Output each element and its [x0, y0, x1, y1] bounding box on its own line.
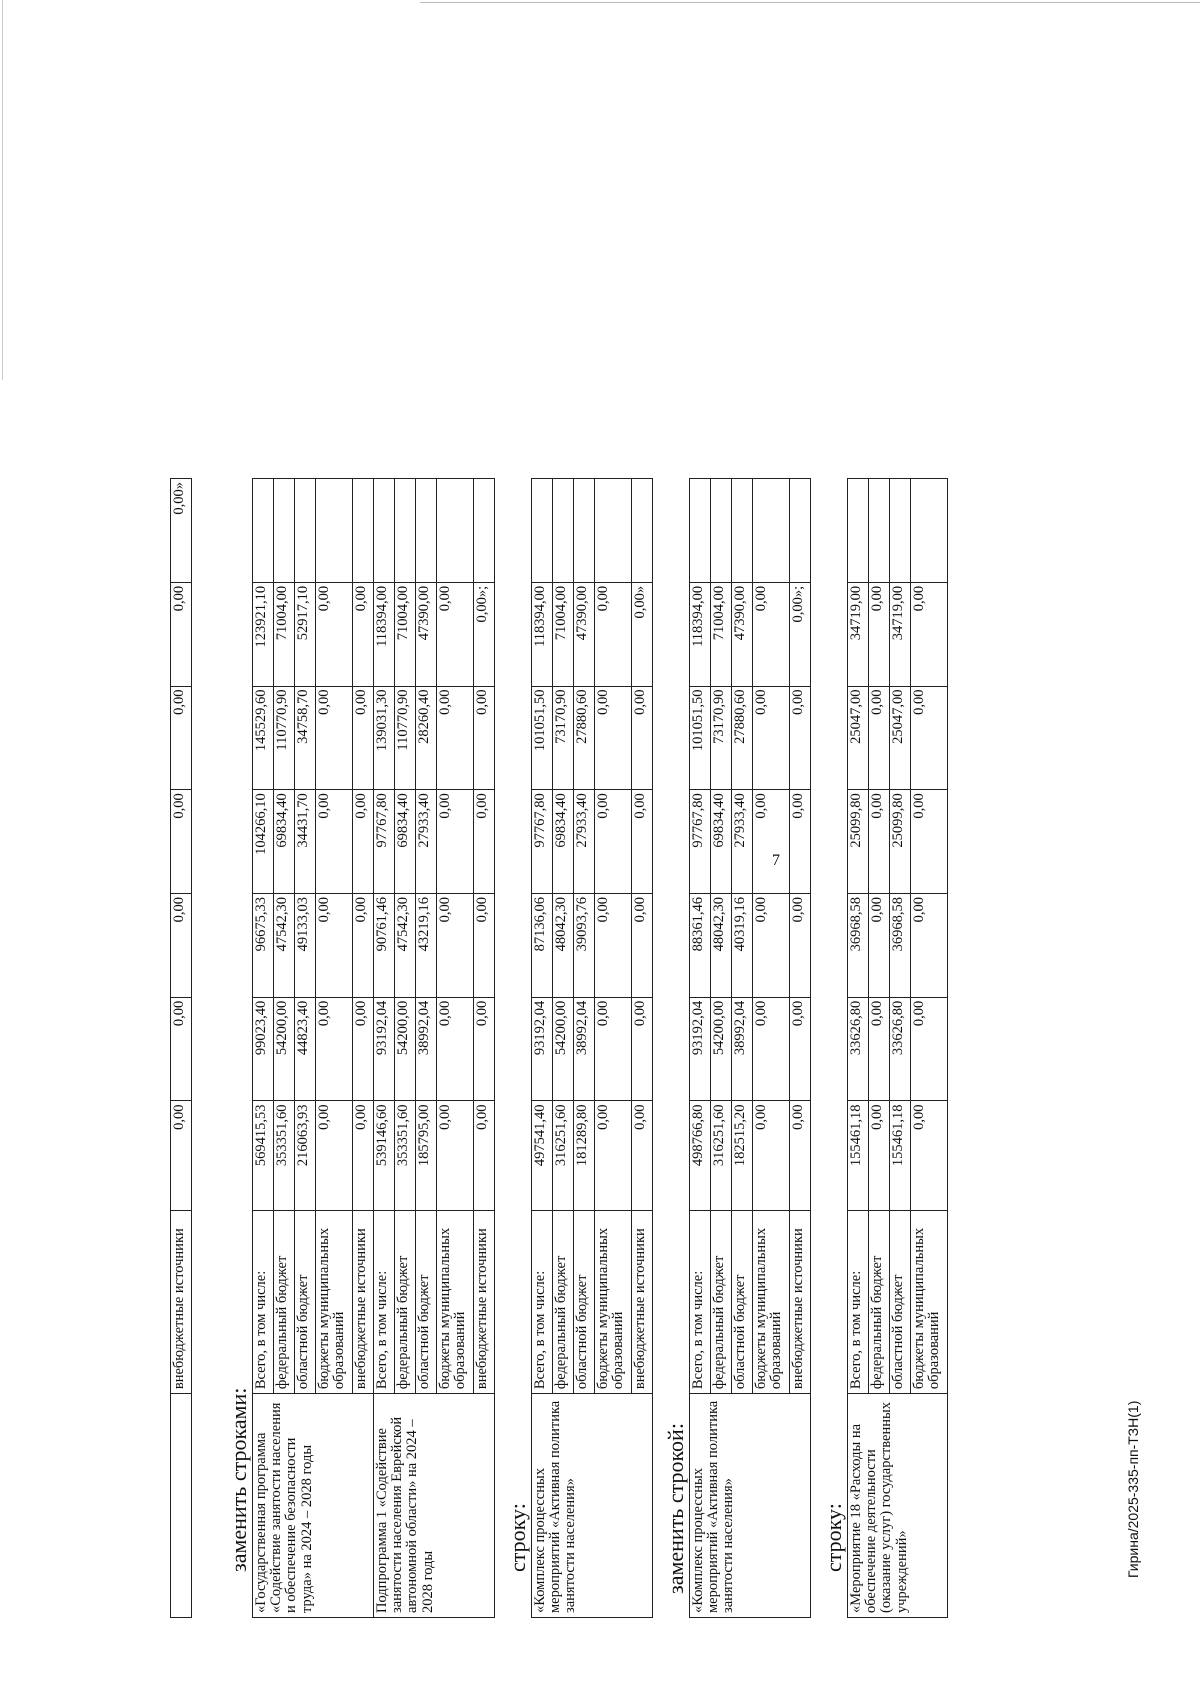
value-cell: 101051,50 — [690, 686, 711, 790]
value-cell: 69834,40 — [711, 790, 732, 894]
top-table-grid — [170, 478, 192, 1618]
value-cell: 0,00 — [171, 790, 192, 894]
empty-cell — [295, 479, 316, 583]
value-cell: 44823,40 — [295, 997, 316, 1101]
value-cell: 118394,00 — [374, 582, 395, 686]
row-label: внебюджетные источники — [790, 1210, 811, 1393]
value-cell: 0,00 — [753, 894, 790, 998]
value-cell: 145529,60 — [253, 686, 274, 790]
value-cell: 0,00»; — [790, 582, 811, 686]
table-row — [690, 479, 711, 1618]
value-cell: 0,00 — [790, 686, 811, 790]
value-cell: 0,00 — [437, 997, 474, 1101]
value-cell: 71004,00 — [553, 582, 574, 686]
value-cell: 27880,60 — [574, 686, 595, 790]
value-cell: 0,00 — [632, 686, 653, 790]
block-name: «Государственная программа «Содействие занятости населения и обеспечение безопасности труда» на 2024 – 2028 годы — [253, 1394, 374, 1618]
row-label: областной бюджет — [416, 1210, 437, 1393]
row-label: бюджеты муниципальных образований — [595, 1210, 632, 1393]
empty-cell — [437, 479, 474, 583]
value-cell: 0,00 — [474, 686, 495, 790]
empty-cell — [690, 479, 711, 583]
value-cell: 54200,00 — [395, 997, 416, 1101]
row-name-cell — [171, 1394, 192, 1618]
value-cell: 110770,90 — [395, 686, 416, 790]
table-row — [848, 479, 869, 1618]
value-cell: 97767,80 — [690, 790, 711, 894]
section-heading — [495, 138, 531, 1618]
value-cell: 0,00 — [632, 790, 653, 894]
value-cell: 0,00 — [595, 582, 632, 686]
value-cell: 104266,10 — [253, 790, 274, 894]
value-cell: 40319,16 — [732, 894, 753, 998]
empty-cell — [253, 479, 274, 583]
value-cell: 36968,58 — [848, 894, 869, 998]
value-cell: 48042,30 — [553, 894, 574, 998]
sections-container — [192, 138, 948, 1618]
value-cell: 539146,60 — [374, 1101, 395, 1210]
value-cell: 0,00 — [171, 1101, 192, 1210]
block-name: «Мероприятие 18 «Расходы на обеспечение деятельности (оказание услуг) государственных учреждений» — [848, 1394, 948, 1618]
table-row — [532, 479, 553, 1618]
section-heading-text: заменить строкой: — [663, 1423, 688, 1594]
value-cell: 28260,40 — [416, 686, 437, 790]
empty-cell — [553, 479, 574, 583]
empty-cell — [316, 479, 353, 583]
value-cell: 93192,04 — [374, 997, 395, 1101]
value-cell: 182515,20 — [732, 1101, 753, 1210]
value-cell: 0,00 — [595, 686, 632, 790]
value-cell: 123921,10 — [253, 582, 274, 686]
value-cell: 0,00 — [171, 686, 192, 790]
row-label: федеральный бюджет — [274, 1210, 295, 1393]
value-cell: 0,00 — [437, 686, 474, 790]
empty-cell — [911, 479, 948, 583]
value-cell: 101051,50 — [532, 686, 553, 790]
value-cell: 0,00 — [595, 1101, 632, 1210]
row-label: областной бюджет — [295, 1210, 316, 1393]
value-cell: 0,00 — [790, 1101, 811, 1210]
value-cell: 0,00 — [753, 997, 790, 1101]
value-cell: 0,00»; — [474, 582, 495, 686]
value-cell: 27933,40 — [574, 790, 595, 894]
value-cell: 0,00 — [353, 1101, 374, 1210]
value-cell: 185795,00 — [416, 1101, 437, 1210]
value-cell: 90761,46 — [374, 894, 395, 998]
value-cell: 48042,30 — [711, 894, 732, 998]
table-row — [253, 479, 274, 1618]
value-cell: 73170,90 — [553, 686, 574, 790]
row-label: федеральный бюджет — [869, 1210, 890, 1393]
value-cell: 0,00 — [171, 894, 192, 998]
value-cell: 54200,00 — [274, 997, 295, 1101]
empty-cell — [353, 479, 374, 583]
value-cell: 54200,00 — [711, 997, 732, 1101]
value-cell: 0,00 — [869, 582, 890, 686]
section-table — [847, 478, 948, 1618]
value-cell: 0,00 — [753, 582, 790, 686]
value-cell: 0,00 — [316, 790, 353, 894]
value-cell: 0,00 — [353, 582, 374, 686]
section-heading-text: строку: — [821, 1503, 846, 1572]
value-cell: 49133,03 — [295, 894, 316, 998]
value-cell: 0,00 — [474, 894, 495, 998]
row-label: федеральный бюджет — [711, 1210, 732, 1393]
value-cell: 0,00 — [911, 582, 948, 686]
value-cell: 0,00 — [753, 790, 790, 894]
empty-cell — [732, 479, 753, 583]
value-cell: 498766,80 — [690, 1101, 711, 1210]
value-cell: 216063,93 — [295, 1101, 316, 1210]
value-cell: 88361,46 — [690, 894, 711, 998]
value-cell: 0,00 — [632, 894, 653, 998]
value-cell: 39093,76 — [574, 894, 595, 998]
value-cell: 0,00 — [911, 1101, 948, 1210]
value-cell: 0,00 — [753, 686, 790, 790]
row-label: федеральный бюджет — [553, 1210, 574, 1393]
value-cell: 316251,60 — [711, 1101, 732, 1210]
value-cell: 99023,40 — [253, 997, 274, 1101]
value-cell: 93192,04 — [532, 997, 553, 1101]
value-cell: 47390,00 — [732, 582, 753, 686]
value-cell: 139031,30 — [374, 686, 395, 790]
value-cell: 96675,33 — [253, 894, 274, 998]
value-cell: 0,00 — [353, 686, 374, 790]
value-cell: 0,00 — [911, 997, 948, 1101]
value-cell: 0,00 — [437, 894, 474, 998]
value-cell: 47542,30 — [274, 894, 295, 998]
block-name: «Комплекс процессных мероприятий «Активная политика занятости населения» — [690, 1394, 811, 1618]
row-label: областной бюджет — [890, 1210, 911, 1393]
value-cell: 0,00 — [437, 582, 474, 686]
value-cell: 0,00 — [353, 997, 374, 1101]
row-label: Всего, в том числе: — [690, 1210, 711, 1393]
value-cell: 73170,90 — [711, 686, 732, 790]
value-cell: 0,00 — [353, 894, 374, 998]
empty-cell — [416, 479, 437, 583]
block-name: Подпрограмма 1 «Содействие занятости населения Еврейской автономной области» на 2024 – 2028 годы — [374, 1394, 495, 1618]
row-label: бюджеты муниципальных образований — [316, 1210, 353, 1393]
empty-cell — [574, 479, 595, 583]
value-cell: 47390,00 — [574, 582, 595, 686]
value-cell: 25047,00 — [890, 686, 911, 790]
value-cell: 71004,00 — [395, 582, 416, 686]
value-cell: 0,00 — [474, 790, 495, 894]
value-cell: 34431,70 — [295, 790, 316, 894]
row-label: федеральный бюджет — [395, 1210, 416, 1393]
row-label: внебюджетные источники — [353, 1210, 374, 1393]
value-cell: 69834,40 — [395, 790, 416, 894]
value-cell: 0,00 — [171, 997, 192, 1101]
value-cell: 316251,60 — [553, 1101, 574, 1210]
value-cell: 71004,00 — [711, 582, 732, 686]
empty-cell — [374, 479, 395, 583]
row-label: областной бюджет — [574, 1210, 595, 1393]
value-cell: 25099,80 — [890, 790, 911, 894]
value-cell: 69834,40 — [274, 790, 295, 894]
value-cell: 38992,04 — [732, 997, 753, 1101]
value-cell: 0,00 — [437, 1101, 474, 1210]
row-label: бюджеты муниципальных образований — [753, 1210, 790, 1393]
value-cell: 34758,70 — [295, 686, 316, 790]
value-cell: 0,00 — [790, 894, 811, 998]
value-cell: 353351,60 — [395, 1101, 416, 1210]
value-cell: 0,00» — [171, 479, 192, 583]
section-heading — [653, 138, 689, 1618]
value-cell: 69834,40 — [553, 790, 574, 894]
value-cell: 0,00 — [790, 790, 811, 894]
value-cell: 38992,04 — [574, 997, 595, 1101]
value-cell: 0,00 — [911, 686, 948, 790]
row-label: бюджеты муниципальных образований — [437, 1210, 474, 1393]
value-cell: 0,00 — [595, 894, 632, 998]
empty-cell — [474, 479, 495, 583]
scan-edge-top — [420, 2, 1200, 3]
value-cell: 0,00 — [869, 790, 890, 894]
table-row — [171, 479, 192, 1618]
value-cell: 97767,80 — [374, 790, 395, 894]
block-name: «Комплекс процессных мероприятий «Активная политика занятости населения» — [532, 1394, 653, 1618]
value-cell: 87136,06 — [532, 894, 553, 998]
empty-cell — [711, 479, 732, 583]
value-cell: 27933,40 — [732, 790, 753, 894]
footer-code: Гирина/2025-335-пп-ТЗН(1) — [1125, 1400, 1141, 1578]
value-cell: 54200,00 — [553, 997, 574, 1101]
value-cell: 0,00 — [316, 1101, 353, 1210]
empty-cell — [848, 479, 869, 583]
value-cell: 0,00» — [632, 582, 653, 686]
empty-cell — [890, 479, 911, 583]
value-cell: 47542,30 — [395, 894, 416, 998]
value-cell: 27880,60 — [732, 686, 753, 790]
scan-edge-left — [2, 0, 3, 380]
value-cell: 38992,04 — [416, 997, 437, 1101]
value-cell: 0,00 — [911, 790, 948, 894]
value-cell: 34719,00 — [848, 582, 869, 686]
value-cell: 0,00 — [171, 582, 192, 686]
row-label: бюджеты муниципальных образований — [911, 1210, 948, 1393]
empty-cell — [395, 479, 416, 583]
value-cell: 27933,40 — [416, 790, 437, 894]
value-cell: 25099,80 — [848, 790, 869, 894]
row-label: Всего, в том числе: — [848, 1210, 869, 1393]
value-cell: 0,00 — [316, 686, 353, 790]
value-cell: 110770,90 — [274, 686, 295, 790]
value-cell: 155461,18 — [848, 1101, 869, 1210]
value-cell: 0,00 — [316, 582, 353, 686]
value-cell: 0,00 — [632, 997, 653, 1101]
value-cell: 118394,00 — [532, 582, 553, 686]
value-cell: 0,00 — [632, 1101, 653, 1210]
section-heading-text: строку: — [505, 1503, 530, 1572]
value-cell: 0,00 — [753, 1101, 790, 1210]
empty-cell — [595, 479, 632, 583]
value-cell: 52917,10 — [295, 582, 316, 686]
value-cell: 43219,16 — [416, 894, 437, 998]
empty-cell — [274, 479, 295, 583]
row-label: областной бюджет — [732, 1210, 753, 1393]
page-number: 7 — [772, 852, 780, 869]
value-cell: 33626,80 — [890, 997, 911, 1101]
value-cell: 47390,00 — [416, 582, 437, 686]
value-cell: 155461,18 — [890, 1101, 911, 1210]
value-cell: 0,00 — [869, 686, 890, 790]
value-cell: 0,00 — [595, 790, 632, 894]
value-cell: 0,00 — [316, 997, 353, 1101]
empty-cell — [753, 479, 790, 583]
section-table — [252, 478, 495, 1618]
value-cell: 118394,00 — [690, 582, 711, 686]
rotated-page-content — [170, 138, 1070, 1618]
value-cell: 0,00 — [790, 997, 811, 1101]
section-table — [531, 478, 653, 1618]
value-cell: 71004,00 — [274, 582, 295, 686]
value-cell: 0,00 — [474, 997, 495, 1101]
row-label: внебюджетные источники — [474, 1210, 495, 1393]
empty-cell — [532, 479, 553, 583]
empty-cell — [632, 479, 653, 583]
section-heading — [192, 138, 252, 1618]
section-heading-text: заменить строками: — [226, 1387, 251, 1572]
value-cell: 97767,80 — [532, 790, 553, 894]
row-label: внебюджетные источники — [171, 1210, 192, 1393]
row-label: Всего, в том числе: — [532, 1210, 553, 1393]
row-label: внебюджетные источники — [632, 1210, 653, 1393]
value-cell: 25047,00 — [848, 686, 869, 790]
empty-cell — [790, 479, 811, 583]
table-row — [374, 479, 395, 1618]
value-cell: 33626,80 — [848, 997, 869, 1101]
section-table — [689, 478, 811, 1618]
value-cell: 181289,80 — [574, 1101, 595, 1210]
value-cell: 0,00 — [316, 894, 353, 998]
empty-cell — [869, 479, 890, 583]
value-cell: 0,00 — [474, 1101, 495, 1210]
value-cell: 569415,53 — [253, 1101, 274, 1210]
value-cell: 34719,00 — [890, 582, 911, 686]
row-label: Всего, в том числе: — [374, 1210, 395, 1393]
value-cell: 353351,60 — [274, 1101, 295, 1210]
value-cell: 0,00 — [437, 790, 474, 894]
value-cell: 0,00 — [869, 1101, 890, 1210]
value-cell: 0,00 — [869, 894, 890, 998]
value-cell: 36968,58 — [890, 894, 911, 998]
value-cell: 497541,40 — [532, 1101, 553, 1210]
value-cell: 0,00 — [911, 894, 948, 998]
value-cell: 0,00 — [595, 997, 632, 1101]
section-heading — [811, 138, 847, 1618]
row-label: Всего, в том числе: — [253, 1210, 274, 1393]
top-table — [170, 138, 192, 1618]
value-cell: 93192,04 — [690, 997, 711, 1101]
value-cell: 0,00 — [353, 790, 374, 894]
value-cell: 0,00 — [869, 997, 890, 1101]
